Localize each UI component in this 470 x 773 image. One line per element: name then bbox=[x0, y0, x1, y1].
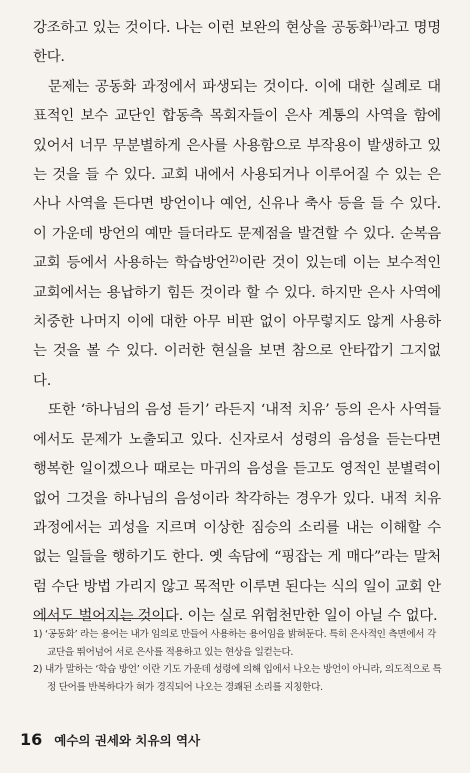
paragraph-text: 이란 것이 있는데 이는 보수적인 교회에서는 용납하기 힘든 것이라 할 수 있다. 하지만 은사 사역에 치중한 나머지 이에 대한 아무 비판 없이 아무렇지도 않게 사용하는 것을 볼 수 있다. 이러한 현실을 보면 참으로 안타깝기 그지없다. bbox=[33, 255, 441, 389]
page-number: 16 bbox=[20, 730, 43, 749]
footnote-text: 내가 말하는 ‘학습 방언’ 이란 기도 가운데 성령에 의해 입에서 나오는 방언이 아니라, 의도적으로 특정 단어를 반복하다가 혀가 경직되어 나오는 경쾌된 소리를 지칭한다. bbox=[45, 664, 442, 693]
paragraph-text: 라고 명명한다. bbox=[33, 20, 441, 66]
footnotes bbox=[33, 626, 443, 696]
footnote-2 bbox=[33, 661, 443, 696]
paragraph-text: 강조하고 있는 것이다. 나는 이런 보완의 현상을 공동화 bbox=[33, 20, 373, 36]
footnote-1 bbox=[33, 626, 443, 661]
paragraph-text: 또한 ‘하나님의 음성 듣기’ 라든지 ‘내적 치유’ 등의 은사 사역들에서도 문제가 노출되고 있다. 신자로서 성령의 음성을 듣는다면 행복한 일이겠으나 때로는 마귀의 음성을 듣고도 영적인 분별력이 없어 그것을 하나님의 음성이라 착각하는 경우가 있다. 내적 치유 과정에서는 괴성을 지르며 이상한 짐승의 소리를 내는 이해할 수 없는 일들을 행하기도 한다. 옛 속담에 “핑잡는 게 매다”라는 말처럼 수단 방법 가리지 않고 목적만 이루면 된다는 식의 일이 교회 안에서도 벌어지는 것이다. 이는 실로 위험천만한 일이 아닐 수 없다. bbox=[33, 402, 441, 625]
body-text bbox=[33, 14, 441, 632]
paragraph-1 bbox=[33, 14, 441, 73]
footnote-divider bbox=[33, 618, 173, 619]
footnote-number: 1) bbox=[33, 629, 43, 640]
footnote-ref-1: 1) bbox=[372, 20, 382, 30]
footnote-ref-2: 2) bbox=[229, 255, 239, 266]
page-footer bbox=[20, 730, 200, 749]
running-title: 예수의 권세와 치유의 역사 bbox=[54, 733, 201, 748]
paragraph-text: 문제는 공동화 과정에서 파생되는 것이다. 이에 대한 실례로 대표적인 보수 교단인 합동측 목회자들이 은사 계통의 사역을 함에 있어서 너무 무분별하게 은사를 사용함으로 부작용이 발생하고 있는 것을 들 수 있다. 교회 내에서 사용되거나 이루어질 수 있는 은사나 사역을 든다면 방언이나 예언, 신유나 축사 등을 들 수 있다. 이 가운데 방언의 예만 들더라도 문제점을 발견할 수 있다. 순복음 교회 등에서 사용하는 학습방언 bbox=[33, 78, 441, 272]
footnote-text: ‘공동화’ 라는 용어는 내가 임의로 만들어 사용하는 용어임을 밝혀둔다. 특히 은사적인 측면에서 각 교단을 뛰어넘어 서로 은사를 적용하고 있는 현상을 일컫는다. bbox=[45, 629, 436, 658]
paragraph-3 bbox=[33, 396, 441, 631]
footnote-number: 2) bbox=[33, 664, 43, 675]
paragraph-2 bbox=[33, 73, 441, 396]
